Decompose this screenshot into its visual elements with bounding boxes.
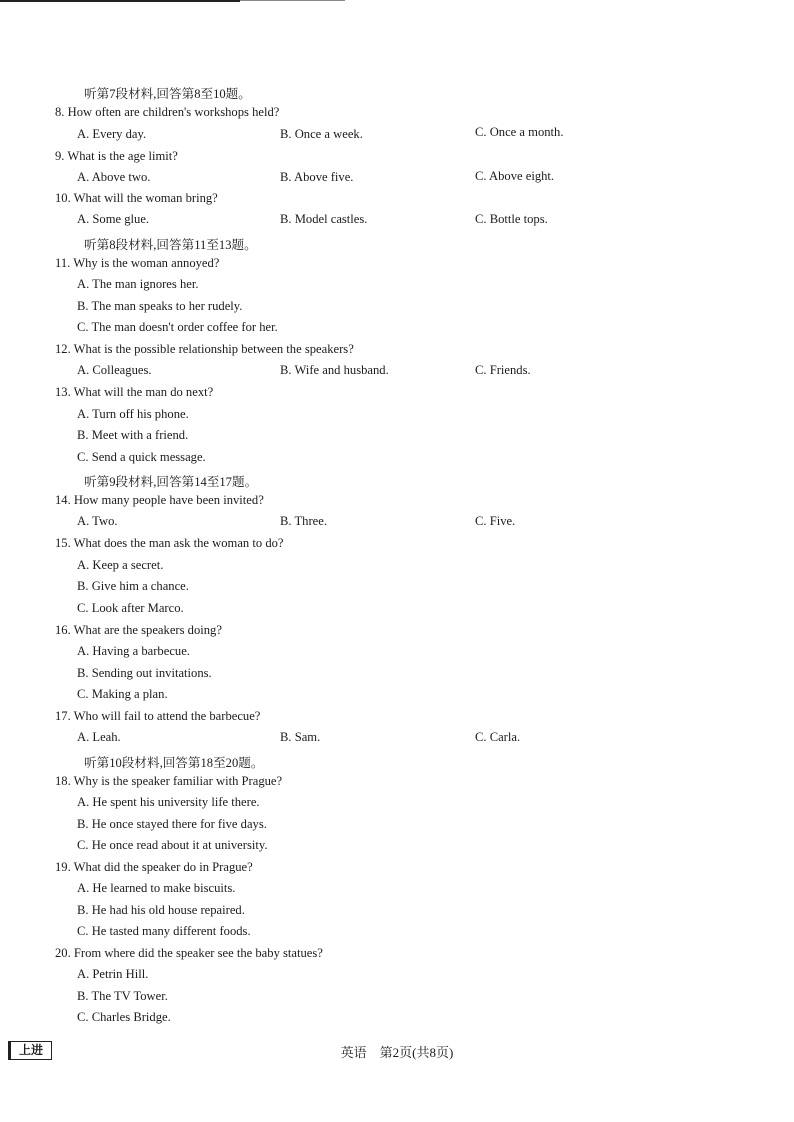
question-8: 8. How often are children's workshops held?: [55, 105, 280, 119]
q13-option-a: A. Turn off his phone.: [77, 407, 189, 421]
q9-option-b: B. Above five.: [280, 170, 354, 184]
q17-option-a: A. Leah.: [77, 730, 121, 744]
q10-option-c: C. Bottle tops.: [475, 212, 548, 226]
section-9-heading: 听第9段材料,回答第14至17题。: [84, 475, 258, 489]
question-20: 20. From where did the speaker see the baby statues?: [55, 946, 323, 960]
q12-option-c: C. Friends.: [475, 363, 531, 377]
q19-option-b: B. He had his old house repaired.: [77, 903, 245, 917]
top-rule-thin: [240, 0, 345, 1]
q10-option-b: B. Model castles.: [280, 212, 368, 226]
question-17: 17. Who will fail to attend the barbecue?: [55, 709, 261, 723]
question-9: 9. What is the age limit?: [55, 149, 178, 163]
q11-option-c: C. The man doesn't order coffee for her.: [77, 320, 278, 334]
top-rule: [0, 0, 240, 2]
q14-option-b: B. Three.: [280, 514, 327, 528]
q20-option-c: C. Charles Bridge.: [77, 1010, 171, 1024]
q18-option-c: C. He once read about it at university.: [77, 838, 268, 852]
q8-option-c: C. Once a month.: [475, 125, 564, 139]
q15-option-c: C. Look after Marco.: [77, 601, 184, 615]
q13-option-b: B. Meet with a friend.: [77, 428, 189, 442]
q11-option-b: B. The man speaks to her rudely.: [77, 299, 243, 313]
q17-option-b: B. Sam.: [280, 730, 321, 744]
publisher-logo: 上进: [8, 1041, 52, 1060]
q20-option-a: A. Petrin Hill.: [77, 967, 149, 981]
question-14: 14. How many people have been invited?: [55, 493, 264, 507]
question-13: 13. What will the man do next?: [55, 385, 214, 399]
q16-option-b: B. Sending out invitations.: [77, 666, 212, 680]
section-8-heading: 听第8段材料,回答第11至13题。: [84, 238, 257, 252]
q14-option-c: C. Five.: [475, 514, 516, 528]
q20-option-b: B. The TV Tower.: [77, 989, 168, 1003]
section-10-heading: 听第10段材料,回答第18至20题。: [84, 756, 264, 770]
page-footer: 英语 第2页(共8页): [340, 1045, 454, 1060]
question-15: 15. What does the man ask the woman to do?: [55, 536, 284, 550]
section-7-heading: 听第7段材料,回答第8至10题。: [84, 87, 251, 101]
q8-option-a: A. Every day.: [77, 127, 147, 141]
question-10: 10. What will the woman bring?: [55, 191, 218, 205]
q17-option-c: C. Carla.: [475, 730, 521, 744]
q8-option-b: B. Once a week.: [280, 127, 363, 141]
question-19: 19. What did the speaker do in Prague?: [55, 860, 253, 874]
q16-option-a: A. Having a barbecue.: [77, 644, 190, 658]
q14-option-a: A. Two.: [77, 514, 118, 528]
q16-option-c: C. Making a plan.: [77, 687, 168, 701]
question-16: 16. What are the speakers doing?: [55, 623, 222, 637]
q15-option-b: B. Give him a chance.: [77, 579, 189, 593]
question-12: 12. What is the possible relationship between the speakers?: [55, 342, 354, 356]
q11-option-a: A. The man ignores her.: [77, 277, 199, 291]
q10-option-a: A. Some glue.: [77, 212, 150, 226]
q9-option-c: C. Above eight.: [475, 169, 555, 183]
q19-option-c: C. He tasted many different foods.: [77, 924, 251, 938]
q15-option-a: A. Keep a secret.: [77, 558, 164, 572]
q12-option-b: B. Wife and husband.: [280, 363, 389, 377]
q12-option-a: A. Colleagues.: [77, 363, 152, 377]
q18-option-a: A. He spent his university life there.: [77, 795, 260, 809]
question-18: 18. Why is the speaker familiar with Prague?: [55, 774, 283, 788]
question-11: 11. Why is the woman annoyed?: [55, 256, 220, 270]
q13-option-c: C. Send a quick message.: [77, 450, 206, 464]
q19-option-a: A. He learned to make biscuits.: [77, 881, 236, 895]
q9-option-a: A. Above two.: [77, 170, 151, 184]
q18-option-b: B. He once stayed there for five days.: [77, 817, 267, 831]
